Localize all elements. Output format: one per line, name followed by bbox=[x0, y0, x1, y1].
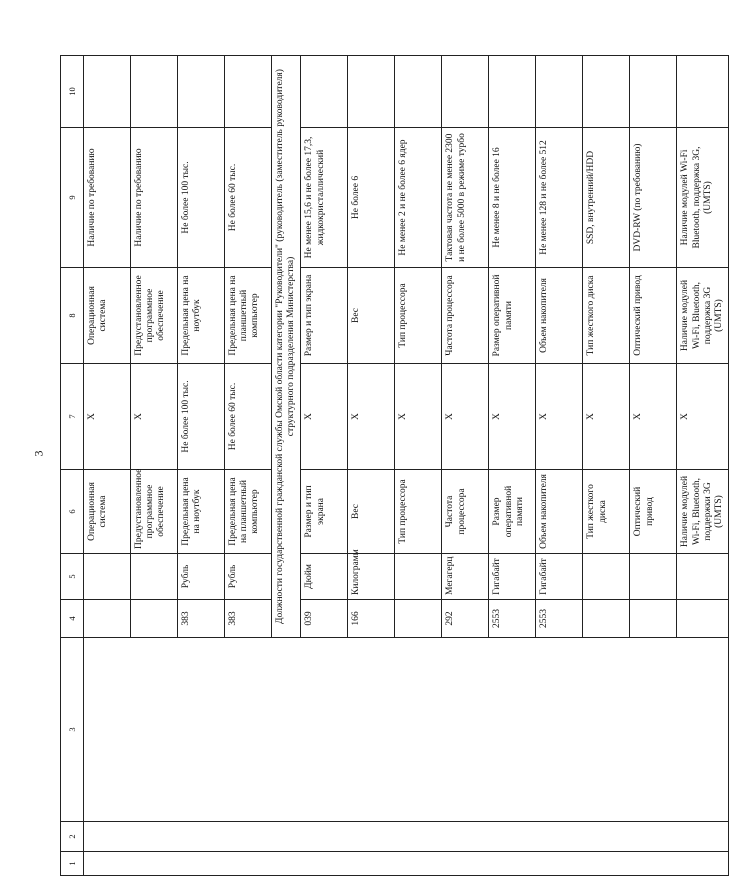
merged-cell-col2 bbox=[84, 822, 729, 852]
column-number-row bbox=[61, 56, 84, 876]
characteristic-cell: Операционная система bbox=[84, 268, 131, 364]
characteristic-cell: Предустановленное программное обеспечение bbox=[131, 268, 178, 364]
value-cell: X bbox=[630, 364, 677, 470]
note-cell bbox=[178, 56, 225, 128]
unit-cell bbox=[84, 554, 131, 600]
note-cell bbox=[84, 56, 131, 128]
characteristic-cell: Предустановленное программное обеспечение bbox=[131, 470, 178, 554]
code-cell bbox=[677, 600, 729, 638]
value-cell: X bbox=[84, 364, 131, 470]
code-cell bbox=[583, 600, 630, 638]
unit-cell: Гигабайт bbox=[489, 554, 536, 600]
value-cell: X bbox=[348, 364, 395, 470]
code-cell bbox=[131, 600, 178, 638]
note-cell bbox=[489, 56, 536, 128]
note-cell bbox=[442, 56, 489, 128]
value-cell: Не менее 2 и не более 6 ядер bbox=[395, 128, 442, 268]
code-cell: 383 bbox=[225, 600, 272, 638]
characteristic-cell: Вес bbox=[348, 268, 395, 364]
unit-cell: Дюйм bbox=[301, 554, 348, 600]
characteristic-cell: Предельная цена на ноутбук bbox=[178, 268, 225, 364]
value-cell: X bbox=[301, 364, 348, 470]
unit-cell bbox=[131, 554, 178, 600]
value-cell: X bbox=[395, 364, 442, 470]
code-cell: 383 bbox=[178, 600, 225, 638]
characteristic-cell: Оптический привод bbox=[630, 470, 677, 554]
unit-cell: Рубль bbox=[178, 554, 225, 600]
note-cell bbox=[348, 56, 395, 128]
table-row bbox=[84, 56, 131, 876]
merged-cell-col3 bbox=[84, 638, 729, 822]
section-title: Должности государственной гражданской службы Омской области категории "Руководители" (руководитель (заместитель руководителя) структурного подразделения Министерства) bbox=[272, 56, 301, 638]
value-cell: Наличие по требованию bbox=[131, 128, 178, 268]
characteristic-cell: Тип процессора bbox=[395, 268, 442, 364]
characteristic-cell: Тип жесткого диска bbox=[583, 470, 630, 554]
characteristic-cell: Предельная цена на ноутбук bbox=[178, 470, 225, 554]
value-cell: Не более 6 bbox=[348, 128, 395, 268]
column-number: 8 bbox=[61, 268, 84, 364]
note-cell bbox=[583, 56, 630, 128]
characteristic-cell: Частота процессора bbox=[442, 470, 489, 554]
code-cell: 2553 bbox=[489, 600, 536, 638]
characteristic-cell: Размер и тип экрана bbox=[301, 268, 348, 364]
value-cell: Не более 100 тыс. bbox=[178, 128, 225, 268]
unit-cell bbox=[583, 554, 630, 600]
column-number: 6 bbox=[61, 470, 84, 554]
rotated-table-container bbox=[60, 56, 725, 876]
value-cell: Не более 60 тыс. bbox=[225, 364, 272, 470]
column-number: 9 bbox=[61, 128, 84, 268]
characteristic-cell: Наличие модулей Wi-Fi, Bluetooth, поддержки 3G (UMTS) bbox=[677, 470, 729, 554]
value-cell: Не более 100 тыс. bbox=[178, 364, 225, 470]
characteristic-cell: Объем накопителя bbox=[536, 268, 583, 364]
characteristic-cell: Предельная цена на планшетный компьютер bbox=[225, 268, 272, 364]
unit-cell bbox=[395, 554, 442, 600]
value-cell: X bbox=[131, 364, 178, 470]
value-cell: Не менее 8 и не более 16 bbox=[489, 128, 536, 268]
characteristic-cell: Объем накопителя bbox=[536, 470, 583, 554]
column-number: 4 bbox=[61, 600, 84, 638]
unit-cell: Килограмм bbox=[348, 554, 395, 600]
unit-cell: Гигабайт bbox=[536, 554, 583, 600]
characteristic-cell: Тип процессора bbox=[395, 470, 442, 554]
characteristic-cell: Оптический привод bbox=[630, 268, 677, 364]
column-number: 3 bbox=[61, 638, 84, 822]
characteristic-cell: Вес bbox=[348, 470, 395, 554]
value-cell: Тактовая частота не менее 2300 и не более 5000 в режиме турбо bbox=[442, 128, 489, 268]
code-cell: 292 bbox=[442, 600, 489, 638]
note-cell bbox=[225, 56, 272, 128]
value-cell: X bbox=[536, 364, 583, 470]
note-cell bbox=[630, 56, 677, 128]
unit-cell bbox=[677, 554, 729, 600]
note-cell bbox=[536, 56, 583, 128]
code-cell: 2553 bbox=[536, 600, 583, 638]
value-cell: X bbox=[677, 364, 729, 470]
note-cell bbox=[677, 56, 729, 128]
specifications-table bbox=[60, 55, 729, 876]
characteristic-cell: Тип жесткого диска bbox=[583, 268, 630, 364]
page-number: 3 bbox=[31, 450, 46, 457]
value-cell: Наличие по требованию bbox=[84, 128, 131, 268]
code-cell: 166 bbox=[348, 600, 395, 638]
merged-cell-col1 bbox=[84, 852, 729, 876]
characteristic-cell: Размер оперативной памяти bbox=[489, 470, 536, 554]
column-number: 10 bbox=[61, 56, 84, 128]
value-cell: X bbox=[489, 364, 536, 470]
value-cell: Не более 60 тыс. bbox=[225, 128, 272, 268]
value-cell: Не менее 15,6 и не более 17,3, жидкокристаллический bbox=[301, 128, 348, 268]
code-cell bbox=[630, 600, 677, 638]
value-cell: X bbox=[442, 364, 489, 470]
column-number: 5 bbox=[61, 554, 84, 600]
note-cell bbox=[301, 56, 348, 128]
unit-cell bbox=[630, 554, 677, 600]
value-cell: Не менее 128 и не более 512 bbox=[536, 128, 583, 268]
note-cell bbox=[131, 56, 178, 128]
column-number: 1 bbox=[61, 852, 84, 876]
characteristic-cell: Операционная система bbox=[84, 470, 131, 554]
code-cell bbox=[395, 600, 442, 638]
unit-cell: Мегагерц bbox=[442, 554, 489, 600]
note-cell bbox=[395, 56, 442, 128]
characteristic-cell: Предельная цена на планшетный компьютер bbox=[225, 470, 272, 554]
code-cell: 039 bbox=[301, 600, 348, 638]
value-cell: X bbox=[583, 364, 630, 470]
value-cell: SSD, внутренний/HDD bbox=[583, 128, 630, 268]
unit-cell: Рубль bbox=[225, 554, 272, 600]
code-cell bbox=[84, 600, 131, 638]
characteristic-cell: Размер оперативной памяти bbox=[489, 268, 536, 364]
value-cell: DVD-RW (по требованию) bbox=[630, 128, 677, 268]
characteristic-cell: Частота процессора bbox=[442, 268, 489, 364]
column-number: 7 bbox=[61, 364, 84, 470]
characteristic-cell: Наличие модулей Wi-Fi, Bluetooth, поддержка 3G (UMTS) bbox=[677, 268, 729, 364]
value-cell: Наличие модулей Wi-Fi Bluetooth, поддержка 3G, (UMTS) bbox=[677, 128, 729, 268]
characteristic-cell: Размер и тип экрана bbox=[301, 470, 348, 554]
column-number: 2 bbox=[61, 822, 84, 852]
